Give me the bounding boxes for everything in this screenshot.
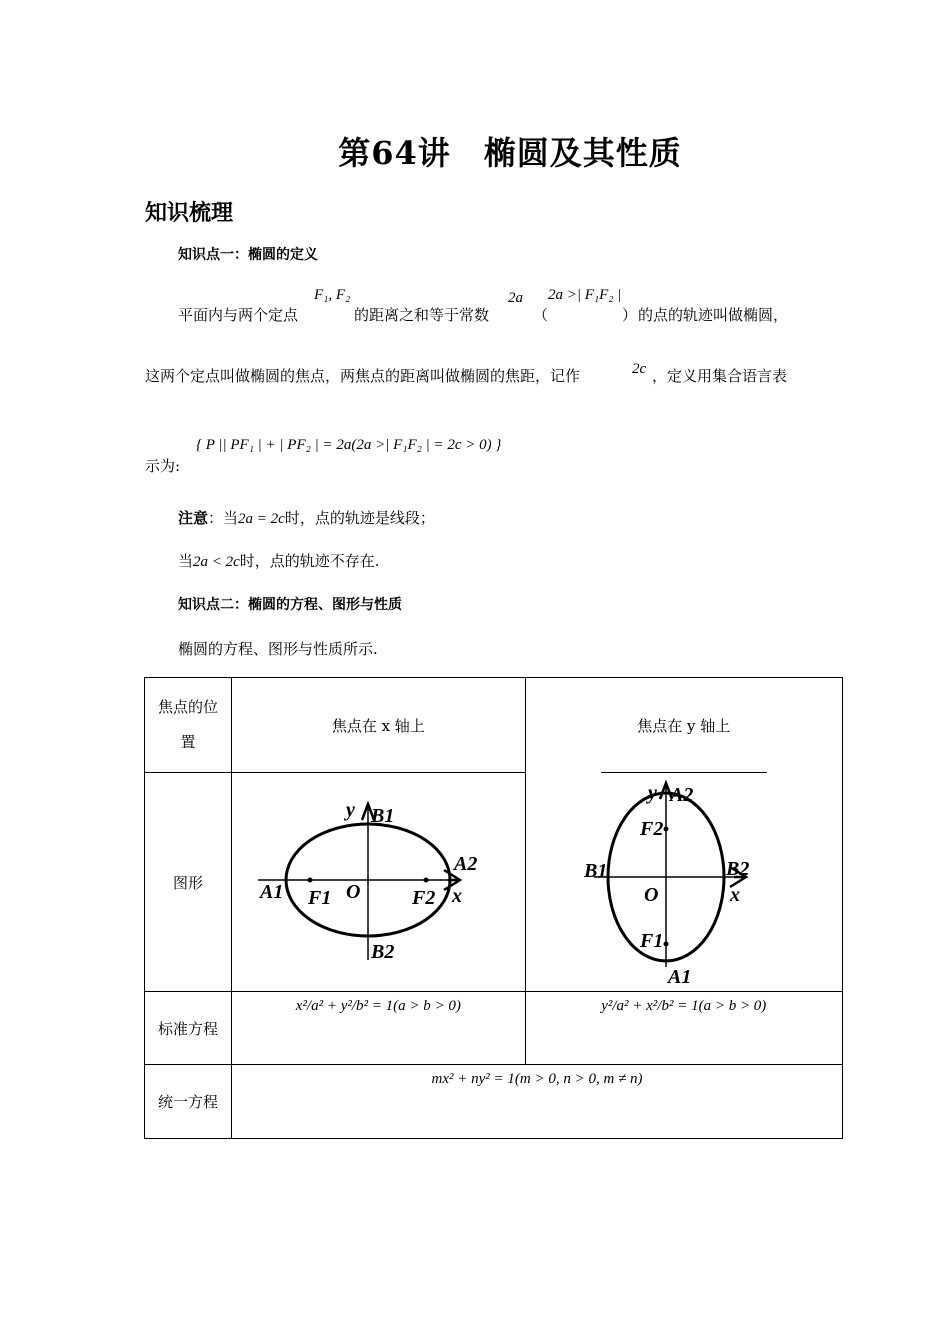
row-std-label: 标准方程 xyxy=(145,992,232,1065)
const-2a: 2a xyxy=(508,290,523,306)
head-label-2: 置 xyxy=(180,733,196,751)
cond-expr: 2a >| F₁F₂ | xyxy=(548,287,622,303)
note-b: 时，点的轨迹是线段； xyxy=(284,509,435,527)
focal-2c: 2c xyxy=(632,361,647,377)
head-cell xyxy=(145,678,232,773)
paren-open: （ xyxy=(533,306,549,324)
def-line1-c: 的点的轨迹叫做椭圆， xyxy=(638,306,789,324)
std-x-cell xyxy=(232,992,525,1065)
std-eq-x: x²/a² + y²/b² = 1(a > b > 0) xyxy=(295,998,461,1014)
note-eq: 2a = 2c xyxy=(238,511,285,527)
label-f1: F1 xyxy=(639,930,664,952)
col-x-header: 焦点在 x 轴上 xyxy=(232,678,525,773)
section-heading: 知识梳理 xyxy=(145,200,234,226)
focus-f2-dot xyxy=(424,878,429,883)
foci-symbols: F₁, F₂ xyxy=(314,287,351,303)
label-b1: B1 xyxy=(583,860,608,882)
label-f1: F1 xyxy=(308,887,332,909)
kp1-heading: 知识点一：椭圆的定义 xyxy=(178,247,318,263)
fig-x-cell xyxy=(232,773,525,992)
head-label-1: 焦点的位 xyxy=(158,698,219,716)
note2-b: 时，点的轨迹不存在. xyxy=(239,552,380,570)
kp2-intro: 椭圆的方程、图形与性质所示. xyxy=(178,640,378,658)
def-line2-a: 这两个定点叫做椭圆的焦点，两焦点的距离叫做椭圆的焦距，记作 xyxy=(145,367,581,385)
kp2-heading: 知识点二：椭圆的方程、图形与性质 xyxy=(178,597,402,613)
table-row xyxy=(145,1065,843,1139)
def-line1-a: 平面内与两个定点 xyxy=(178,306,299,324)
properties-table xyxy=(144,677,843,1139)
def-line1-b: 的距离之和等于常数 xyxy=(354,306,490,324)
ellipse-y-figure xyxy=(584,777,784,987)
ellipse-x-figure xyxy=(248,792,508,972)
col-y-header: 焦点在 y 轴上 xyxy=(525,678,842,773)
label-a2: A2 xyxy=(669,784,694,806)
page-title: 第64讲 椭圆及其性质 xyxy=(338,134,682,172)
label-b1: B1 xyxy=(371,805,395,827)
row-fig-label: 图形 xyxy=(145,773,232,992)
def-line3: 示为: xyxy=(145,457,181,475)
set-expression: { P || PF₁ | + | PF₂ | = 2a(2a >| F₁F₂ | = 2c > 0) } xyxy=(196,437,502,453)
table-row xyxy=(145,992,843,1065)
label-b2: B2 xyxy=(371,941,395,963)
def-line2-b: ，定义用集合语言表 xyxy=(652,367,788,385)
uni-eq: mx² + ny² = 1(m > 0, n > 0, m ≠ n) xyxy=(431,1071,643,1087)
paren-close: ） xyxy=(622,306,638,324)
label-y: y xyxy=(346,799,356,821)
fig-y-cell xyxy=(525,773,842,992)
focus-f1-dot xyxy=(663,942,668,947)
label-a1: A1 xyxy=(260,881,284,903)
label-f2: F2 xyxy=(639,818,664,840)
label-b2: B2 xyxy=(725,858,750,880)
label-f2: F2 xyxy=(412,887,436,909)
label-o: O xyxy=(346,881,361,903)
std-y-cell xyxy=(525,992,842,1065)
note2-eq: 2a < 2c xyxy=(193,554,240,570)
label-x: x xyxy=(729,884,740,906)
label-x: x xyxy=(452,885,463,907)
focus-f1-dot xyxy=(308,878,313,883)
label-a1: A1 xyxy=(667,966,692,987)
row-uni-label: 统一方程 xyxy=(145,1065,232,1139)
note2-a: 当 xyxy=(178,552,194,570)
note-label: 注意 xyxy=(178,509,209,527)
note-a: ：当 xyxy=(208,509,239,527)
table-row xyxy=(145,678,843,773)
std-eq-y: y²/a² + x²/b² = 1(a > b > 0) xyxy=(601,998,767,1014)
label-o: O xyxy=(643,884,659,906)
uni-cell xyxy=(232,1065,843,1139)
label-y: y xyxy=(647,782,657,804)
focus-f2-dot xyxy=(663,827,668,832)
label-a2: A2 xyxy=(454,853,478,875)
table-row xyxy=(145,773,843,992)
